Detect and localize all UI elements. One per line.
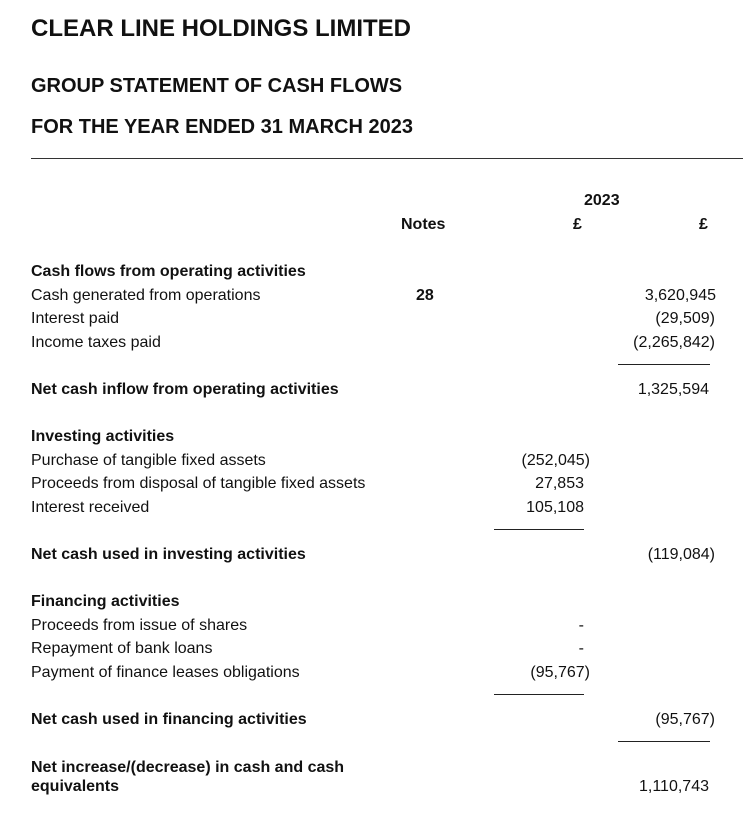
subtotal-rule [618,364,710,365]
section-heading-financing [0,593,743,615]
row-label: Interest received [31,499,150,516]
row-label: Purchase of tangible fixed assets [31,452,266,469]
row-label: Proceeds from issue of shares [31,617,248,634]
row-value: (29,509) [655,310,715,327]
header-divider [31,158,743,159]
row-label: Proceeds from disposal of tangible fixed assets [31,475,366,492]
total-value: (95,767) [655,711,715,728]
total-row-operating [0,381,743,403]
row-value: 27,853 [535,475,584,492]
total-label: Net cash used in financing activities [31,711,307,728]
row-value: - [578,617,584,634]
subtotal-rule [494,529,584,530]
row-label: Income taxes paid [31,334,161,351]
section-heading-label: Investing activities [31,428,175,445]
table-row [0,499,743,521]
total-label: Net cash used in investing activities [31,546,306,563]
row-value: (2,265,842) [633,334,715,351]
total-row-investing [0,546,743,568]
net-change-label: Net increase/(decrease) in cash and cash [31,759,345,776]
table-row [0,310,743,332]
table-row [0,664,743,686]
row-value: 3,620,945 [644,287,716,304]
subtotal-rule [618,741,710,742]
table-row [0,640,743,662]
net-change-label-continued: equivalents [31,778,120,795]
section-heading-operating [0,263,743,285]
total-row-financing [0,711,743,733]
row-label: Payment of finance leases obligations [31,664,300,681]
row-note: 28 [416,287,434,304]
row-value: - [578,640,584,657]
column-currency-1: £ [573,216,582,233]
total-value: 1,325,594 [637,381,709,398]
table-row [0,334,743,356]
section-heading-investing [0,428,743,450]
row-label: Repayment of bank loans [31,640,213,657]
period-title: FOR THE YEAR ENDED 31 MARCH 2023 [31,116,413,138]
table-row [0,287,743,309]
row-value: (95,767) [530,664,590,681]
table-row [0,617,743,639]
row-label: Cash generated from operations [31,287,261,304]
row-label: Interest paid [31,310,120,327]
net-change-row [0,778,743,800]
net-change-value: 1,110,743 [639,778,709,795]
table-row [0,475,743,497]
section-heading-label: Financing activities [31,593,180,610]
company-name: CLEAR LINE HOLDINGS LIMITED [31,15,411,42]
subtotal-rule [494,694,584,695]
column-notes: Notes [401,216,446,233]
table-row [0,452,743,474]
total-label: Net cash inflow from operating activities [31,381,339,398]
row-value: (252,045) [521,452,590,469]
column-year: 2023 [584,192,620,209]
column-currency-2: £ [699,216,708,233]
row-value: 105,108 [526,499,584,516]
total-value: (119,084) [647,546,715,563]
section-heading-label: Cash flows from operating activities [31,263,306,280]
statement-title: GROUP STATEMENT OF CASH FLOWS [31,75,403,97]
